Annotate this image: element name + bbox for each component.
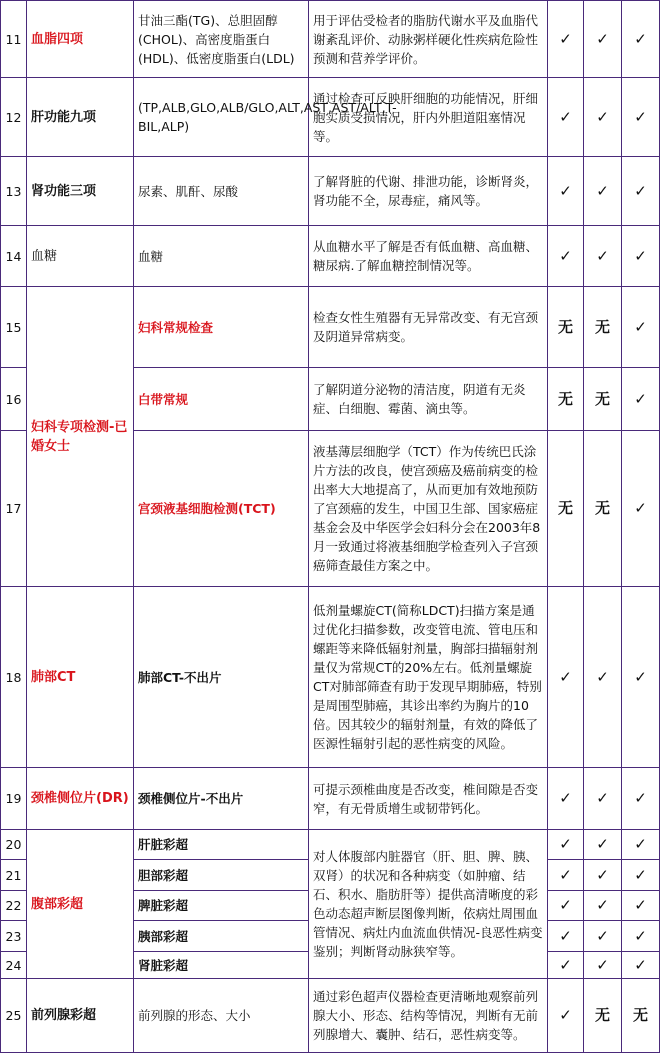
item-description: 液基薄层细胞学（TCT）作为传统巴氏涂片方法的改良，使宫颈癌及癌前病变的检出率大大地提高了，从而更加有效地预防了宫颈癌的发生，中国卫生部、国家癌症基金会及中华医学会妇科分会在2003年8月一致通过将液基细胞学检查列入子宫颈癌筛查最佳方案之中。 bbox=[309, 431, 548, 587]
item-contents: 宫颈液基细胞检测(TCT) bbox=[134, 431, 309, 587]
item-contents: 脾脏彩超 bbox=[134, 891, 309, 921]
row-number: 24 bbox=[1, 952, 27, 979]
item-category: 肺部CT bbox=[27, 587, 134, 768]
item-category: 肝功能九项 bbox=[27, 78, 134, 157]
package-2-mark: ✓ bbox=[584, 1, 622, 78]
item-description: 检查女性生殖器有无异常改变、有无宫颈及阴道异常病变。 bbox=[309, 287, 548, 368]
row-number: 11 bbox=[1, 1, 27, 78]
item-description: 通过彩色超声仪器检查更清晰地观察前列腺大小、形态、结构等情况，判断有无前列腺增大、囊肿、结石，恶性病变等。 bbox=[309, 979, 548, 1053]
item-contents: 肺部CT-不出片 bbox=[134, 587, 309, 768]
package-1-mark: ✓ bbox=[548, 587, 584, 768]
package-1-mark: 无 bbox=[548, 287, 584, 368]
item-description: 用于评估受检者的脂肪代谢水平及血脂代谢紊乱评价、动脉粥样硬化性疾病危险性预测和营养学评价。 bbox=[309, 1, 548, 78]
item-category: 血脂四项 bbox=[27, 1, 134, 78]
package-3-mark: ✓ bbox=[622, 860, 660, 891]
package-1-mark: ✓ bbox=[548, 157, 584, 226]
package-2-mark: 无 bbox=[584, 979, 622, 1053]
package-2-mark: ✓ bbox=[584, 587, 622, 768]
package-3-mark: ✓ bbox=[622, 921, 660, 952]
row-number: 25 bbox=[1, 979, 27, 1053]
table-row bbox=[1, 1, 660, 78]
item-contents: 前列腺的形态、大小 bbox=[134, 979, 309, 1053]
row-number: 15 bbox=[1, 287, 27, 368]
row-number: 16 bbox=[1, 368, 27, 431]
item-contents: 肝脏彩超 bbox=[134, 830, 309, 860]
package-3-mark: ✓ bbox=[622, 431, 660, 587]
package-2-mark: 无 bbox=[584, 287, 622, 368]
row-number: 21 bbox=[1, 860, 27, 891]
package-3-mark: ✓ bbox=[622, 368, 660, 431]
item-contents: 胰部彩超 bbox=[134, 921, 309, 952]
table-row bbox=[1, 768, 660, 830]
package-2-mark: ✓ bbox=[584, 860, 622, 891]
item-description: 对人体腹部内脏器官（肝、胆、脾、胰、双肾）的状况和各种病变（如肿瘤、结石、积水、脂肪肝等）提供高清晰度的彩色动态超声断层图像判断，依病灶周围血管情况、病灶内血流血供情况-良恶性病变鉴别；判断肾动脉狭窄等。 bbox=[309, 830, 548, 979]
item-category: 血糖 bbox=[27, 226, 134, 287]
item-contents: 妇科常规检查 bbox=[134, 287, 309, 368]
table-row bbox=[1, 157, 660, 226]
item-description: 低剂量螺旋CT(简称LDCT)扫描方案是通过优化扫描参数，改变管电流、管电压和螺距等来降低辐射剂量，胸部扫描辐射剂量仅为常规CT的20%左右。低剂量螺旋CT对肺部筛查有助于发现早期肺癌，特别是周围型肺癌，其诊出率约为胸片的10倍。因其较少的辐射剂量，有效的降低了医源性辐射引起的恶性病变的风险。 bbox=[309, 587, 548, 768]
package-1-mark: ✓ bbox=[548, 768, 584, 830]
item-contents: 胆部彩超 bbox=[134, 860, 309, 891]
table-row bbox=[1, 226, 660, 287]
item-contents: 血糖 bbox=[134, 226, 309, 287]
row-number: 19 bbox=[1, 768, 27, 830]
package-3-mark: ✓ bbox=[622, 157, 660, 226]
package-1-mark: 无 bbox=[548, 368, 584, 431]
package-1-mark: ✓ bbox=[548, 979, 584, 1053]
item-category: 妇科专项检测-已婚女士 bbox=[27, 287, 134, 587]
package-2-mark: ✓ bbox=[584, 952, 622, 979]
row-number: 12 bbox=[1, 78, 27, 157]
package-2-mark: ✓ bbox=[584, 78, 622, 157]
package-1-mark: ✓ bbox=[548, 891, 584, 921]
item-description: 了解肾脏的代谢、排泄功能，诊断肾炎，肾功能不全，尿毒症，痛风等。 bbox=[309, 157, 548, 226]
package-1-mark: ✓ bbox=[548, 860, 584, 891]
package-2-mark: ✓ bbox=[584, 830, 622, 860]
package-2-mark: ✓ bbox=[584, 226, 622, 287]
item-contents: (TP,ALB,GLO,ALB/GLO,ALT,AST,AST/ALT,T-BIL,ALP) bbox=[134, 78, 309, 157]
package-3-mark: ✓ bbox=[622, 830, 660, 860]
table-row bbox=[1, 587, 660, 768]
package-2-mark: ✓ bbox=[584, 768, 622, 830]
item-category: 腹部彩超 bbox=[27, 830, 134, 979]
row-number: 14 bbox=[1, 226, 27, 287]
package-3-mark: ✓ bbox=[622, 891, 660, 921]
package-1-mark: ✓ bbox=[548, 952, 584, 979]
item-contents: 尿素、肌酐、尿酸 bbox=[134, 157, 309, 226]
package-3-mark: ✓ bbox=[622, 768, 660, 830]
package-3-mark: ✓ bbox=[622, 1, 660, 78]
item-description: 从血糖水平了解是否有低血糖、高血糖、糖尿病.了解血糖控制情况等。 bbox=[309, 226, 548, 287]
package-1-mark: ✓ bbox=[548, 78, 584, 157]
package-1-mark: ✓ bbox=[548, 226, 584, 287]
package-1-mark: ✓ bbox=[548, 1, 584, 78]
row-number: 20 bbox=[1, 830, 27, 860]
package-3-mark: 无 bbox=[622, 979, 660, 1053]
package-1-mark: ✓ bbox=[548, 921, 584, 952]
item-description: 可提示颈椎曲度是否改变，椎间隙是否变窄，有无骨质增生或韧带钙化。 bbox=[309, 768, 548, 830]
package-3-mark: ✓ bbox=[622, 226, 660, 287]
package-2-mark: ✓ bbox=[584, 157, 622, 226]
row-number: 18 bbox=[1, 587, 27, 768]
table-row bbox=[1, 979, 660, 1053]
table-row bbox=[1, 78, 660, 157]
package-2-mark: 无 bbox=[584, 431, 622, 587]
package-3-mark: ✓ bbox=[622, 287, 660, 368]
package-2-mark: ✓ bbox=[584, 921, 622, 952]
table-row bbox=[1, 287, 660, 368]
row-number: 17 bbox=[1, 431, 27, 587]
package-3-mark: ✓ bbox=[622, 587, 660, 768]
package-2-mark: ✓ bbox=[584, 891, 622, 921]
item-description: 通过检查可反映肝细胞的功能情况，肝细胞实质受损情况，肝内外胆道阻塞情况等。 bbox=[309, 78, 548, 157]
row-number: 13 bbox=[1, 157, 27, 226]
item-category: 前列腺彩超 bbox=[27, 979, 134, 1053]
row-number: 23 bbox=[1, 921, 27, 952]
item-category: 颈椎侧位片(DR) bbox=[27, 768, 134, 830]
package-3-mark: ✓ bbox=[622, 952, 660, 979]
package-2-mark: 无 bbox=[584, 368, 622, 431]
table-row bbox=[1, 830, 660, 860]
item-contents: 颈椎侧位片-不出片 bbox=[134, 768, 309, 830]
item-contents: 白带常规 bbox=[134, 368, 309, 431]
package-1-mark: 无 bbox=[548, 431, 584, 587]
item-description: 了解阴道分泌物的清洁度，阴道有无炎症、白细胞、霉菌、滴虫等。 bbox=[309, 368, 548, 431]
item-category: 肾功能三项 bbox=[27, 157, 134, 226]
item-contents: 甘油三酯(TG)、总胆固醇(CHOL)、高密度脂蛋白(HDL)、低密度脂蛋白(LDL) bbox=[134, 1, 309, 78]
package-3-mark: ✓ bbox=[622, 78, 660, 157]
item-contents: 肾脏彩超 bbox=[134, 952, 309, 979]
package-1-mark: ✓ bbox=[548, 830, 584, 860]
row-number: 22 bbox=[1, 891, 27, 921]
